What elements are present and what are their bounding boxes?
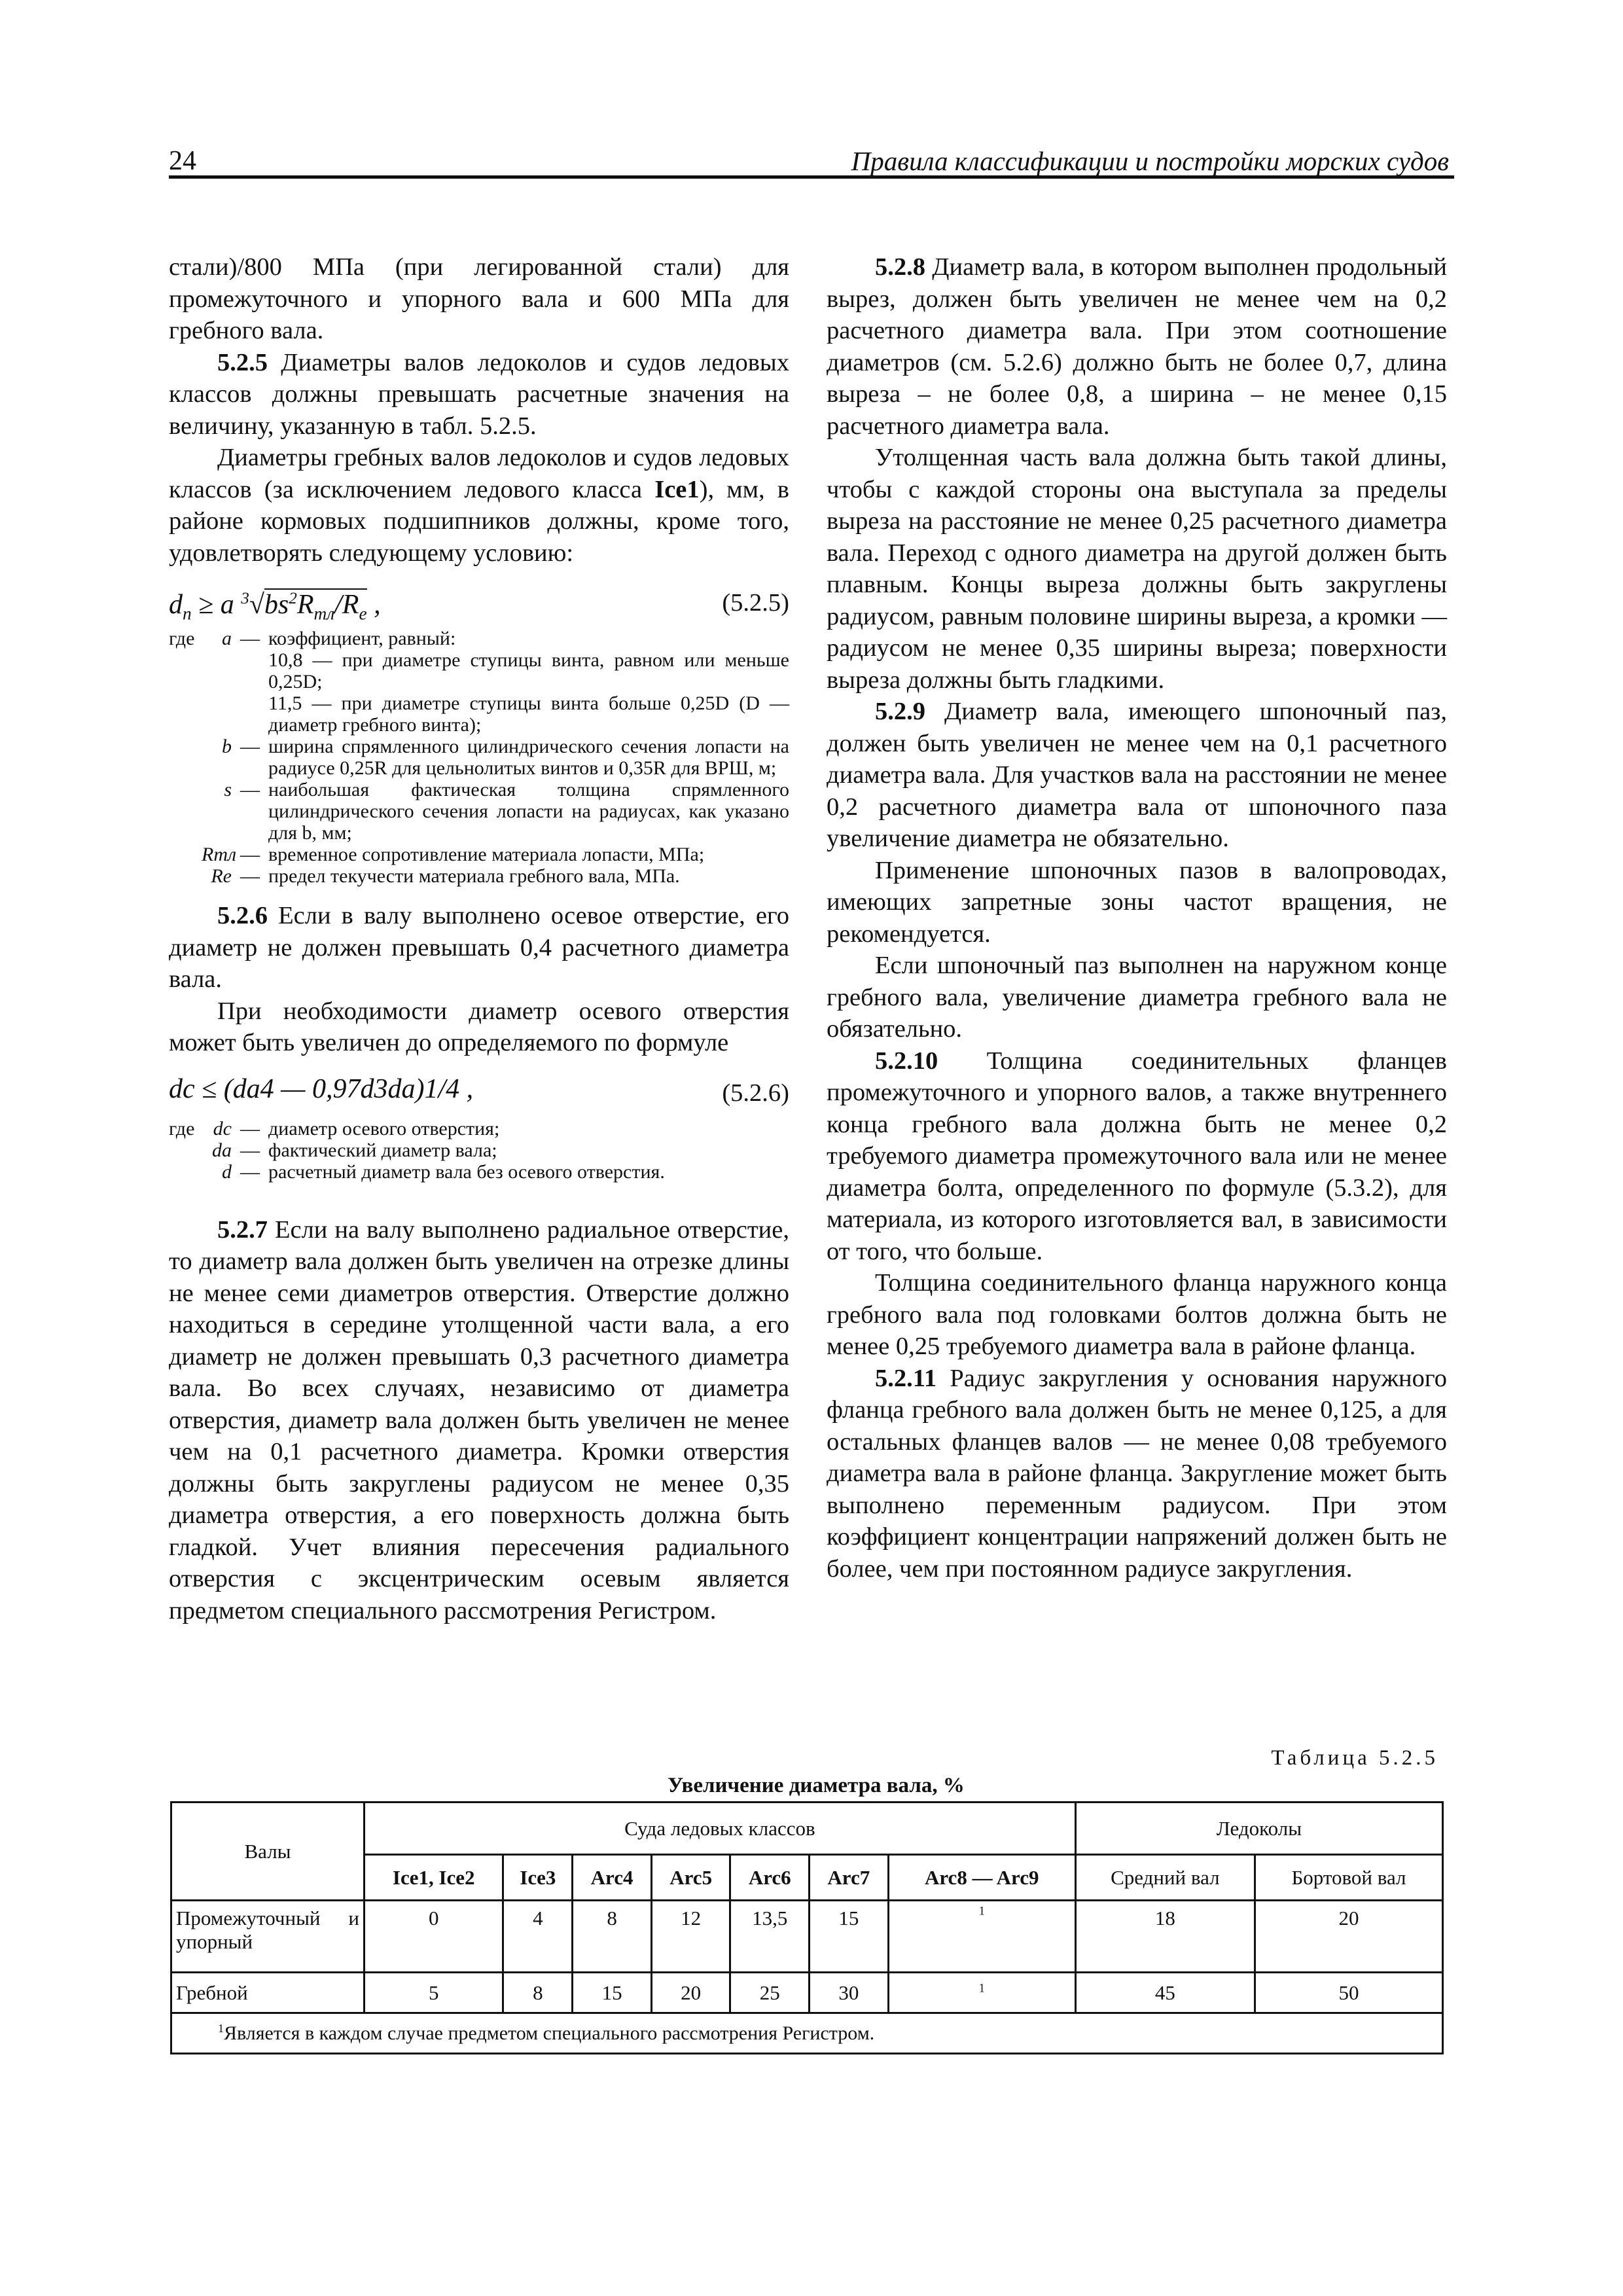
clause-number: 5.2.6 [217,902,268,929]
legend-item [169,692,789,736]
table-caption: Таблица 5.2.5 [1271,1746,1438,1770]
legend-text: фактический диаметр вала; [268,1139,497,1161]
legend-item [169,628,789,649]
legend-dash: — [240,736,260,757]
formula-expression [169,583,381,630]
table-cell: 4 [503,1901,573,1973]
paragraph-text: Толщина соединительных фланцев промежуточного и упорного валов, а также внутреннего конца гребного вала должна быть не менее 0,2 требуемого диаметра промежуточного вала или не менее диаметра болта, определенного по формуле (5.3.2), для материала, из которого изготовляется вал, в зависимости от того, что больше. [827,1047,1447,1265]
paragraph-5-2-11 [827,1363,1447,1585]
header-rule [169,175,1454,179]
paragraph-text: Если на валу выполнено радиальное отверстие, то диаметр вала должен быть увеличен на отрезке длины не менее семи диаметров отверстия. Отверстие должно находиться в середине утолщенной части вала, а его диаметр не должен превышать 0,3 расчетного диаметра вала. Во всех случаях, независимо от диаметра отверстия, диаметр вала должен быть увеличен не менее чем на 0,1 расчетного диаметра. Кромки отверстия должны быть закруглены радиусом не менее 0,35 диаметра отверстия, а его поверхность должна быть гладкой. Учет влияния пересечения радиального отверстия с эксцентрическим осевым является предметом специального рассмотрения Регистром. [169,1215,789,1624]
paragraph: Если шпоночный паз выполнен на наружном конце гребного вала, увеличение диаметра гребного вала не обязательно. [827,952,1447,1043]
legend-where: где [169,1117,195,1139]
table-cell: 45 [1075,1973,1255,2013]
paragraph: стали)/800 МПа (при легированной стали) для промежуточного и упорного вала и 600 МПа для гребного вала. [169,253,789,344]
paragraph-5-2-7 [169,1214,789,1627]
formula-number: (5.2.6) [722,1079,789,1107]
footnote-mark: 1 [218,2022,224,2035]
footnote-ref: 1 [978,1904,985,1918]
table-row [171,1973,1443,2013]
table-cell [888,1973,1075,2013]
legend-spacer [169,779,202,844]
legend-dash: — [240,1160,260,1183]
paragraph-5-2-8 [827,251,1447,442]
paragraph-text: ), мм, в районе кормовых подшипников должны, кроме того, удовлетворять следующему условию: [169,475,789,567]
legend-item [169,1139,789,1161]
table-header-row [171,1803,1443,1855]
table-cell: 15 [573,1973,652,2013]
formula-text: R [296,590,314,620]
table-row [171,1901,1443,1973]
formula-expression: dc ≤ (da4 — 0,97d3da)1/4 , [169,1073,474,1104]
formula-5-2-5 [169,575,789,622]
table-footnote-row [171,2013,1443,2054]
legend-dash: — [240,779,260,800]
legend-where: где [169,628,195,649]
header-icebreakers: Ледоколы [1075,1803,1442,1855]
formula-text: тл [313,603,335,624]
table-cell: 18 [1075,1901,1255,1973]
table-cell: 8 [503,1973,573,2013]
table-footnote [171,2013,1443,2054]
right-column [827,251,1447,1585]
legend-symbol: a [222,628,232,649]
clause-number: 5.2.5 [217,348,268,376]
clause-number: 5.2.7 [217,1215,268,1244]
page-number: 24 [169,146,196,176]
legend-item [169,736,789,779]
legend-spacer [169,865,202,887]
formula-text: d [169,590,183,620]
footnote-ref: 1 [978,1981,985,1996]
table-cell: 20 [651,1973,730,2013]
paragraph-text: Диаметры валов ледоколов и судов ледовых классов должны превышать расчетные значения на величину, указанную в табл. 5.2.5. [169,348,789,440]
table-cell: 20 [1255,1901,1442,1973]
table-cell [888,1901,1075,1973]
row-label: Промежуточный и упорный [171,1901,365,1973]
col-header: Бортовой вал [1255,1855,1442,1901]
legend-text: ширина спрямленного цилиндрического сечения лопасти на радиусе 0,25R для цельнолитых винтов и 0,35R для ВРШ, м; [268,736,789,779]
footnote-text: Является в каждом случае предметом специального рассмотрения Регистром. [224,2022,875,2044]
running-title: Правила классификации и постройки морских судов [851,146,1449,176]
formula-text: e [359,603,367,624]
radicand [264,588,367,624]
table-cell: 50 [1255,1973,1442,2013]
formula-legend [169,628,789,887]
formula-text: 2 [289,590,297,607]
radical-sign: √ [249,590,264,620]
paragraph-text: Радиус закругления у основания наружного фланца гребного вала должен быть не менее 0,125, а для остальных фланцев валов — не менее 0,08 требуемого диаметра вала в районе фланца. Закругление может быть выполнено переменным радиусом. При этом коэффициент концентрации напряжений должен быть не более, чем при постоянном радиусе закругления. [827,1364,1447,1583]
formula-text: п [183,603,192,624]
legend-item [169,865,789,887]
legend-symbol: da [212,1139,232,1161]
legend-spacer [169,844,202,865]
row-label: Гребной [171,1973,365,2013]
legend-spacer [169,736,202,779]
legend-dash: — [240,844,260,865]
col-header: Ice3 [503,1855,573,1901]
col-header: Arc4 [573,1855,652,1901]
shaft-increase-table [170,1801,1444,2054]
legend-spacer [169,1139,202,1161]
legend-text: коэффициент, равный: [268,628,456,649]
legend-text: расчетный диаметр вала без осевого отверстия. [268,1160,665,1183]
root-index: 3 [241,590,249,607]
table-title: Увеличение диаметра вала, % [668,1774,965,1797]
paragraph-5-2-6 [169,900,789,996]
legend-text: предел текучести материала гребного вала, МПа. [268,865,680,887]
col-header: Средний вал [1075,1855,1255,1901]
formula-text: ≥ a [191,590,241,620]
table-cell: 0 [365,1901,503,1973]
spacer [169,1183,789,1214]
legend-text: 10,8 — при диаметре ступицы винта, равном или меньше 0,25D; [268,649,789,692]
table-cell: 5 [365,1973,503,2013]
header-ice-classes: Суда ледовых классов [365,1803,1076,1855]
legend-symbol: Rтл [202,844,237,865]
col-header: Arc5 [651,1855,730,1901]
legend-text: 11,5 — при диаметре ступицы винта больше 0,25D (D — диаметр гребного винта); [268,692,789,736]
paragraph-text: Если в валу выполнено осевое отверстие, его диаметр не должен превышать 0,4 расчетного диаметра вала. [169,902,789,993]
formula-legend [169,1118,789,1183]
legend-dash: — [240,1139,260,1161]
col-header: Arc7 [810,1855,889,1901]
formula-number: (5.2.5) [722,589,789,617]
clause-number: 5.2.10 [875,1047,938,1075]
clause-number: 5.2.9 [875,698,925,725]
legend-text: диаметр осевого отверстия; [268,1117,500,1139]
paragraph: Толщина соединительного фланца наружного конца гребного вала под головками болтов должна быть не менее 0,25 требуемого диаметра вала в районе фланца. [827,1269,1447,1360]
paragraph-5-2-5 [169,347,789,442]
formula-text: , [366,590,381,620]
spacer [169,887,789,900]
table-cell: 30 [810,1973,889,2013]
col-header: Ice1, Ice2 [365,1855,503,1901]
formula-text: bs [264,590,289,620]
formula-text: /R [334,590,359,620]
header-shafts: Валы [171,1803,365,1901]
col-header: Arc8 — Arc9 [888,1855,1075,1901]
legend-spacer [169,1161,202,1183]
clause-number: 5.2.11 [875,1364,937,1392]
paragraph-text: Диаметры гребных валов ледоколов и судов ледовых классов (за исключением ледового класса [169,444,789,503]
paragraph-5-2-9 [827,696,1447,855]
legend-item [169,1118,789,1139]
col-header: Arc6 [730,1855,810,1901]
legend-item [169,649,789,692]
legend-symbol: s [224,779,232,800]
legend-dash: — [240,628,260,649]
legend-symbol: d [222,1160,232,1183]
ice-class-label: Ice1 [654,475,700,503]
legend-item [169,844,789,865]
legend-symbol: Re [211,865,232,887]
paragraph-text: Диаметр вала, имеющего шпоночный паз, должен быть увеличен не менее чем на 0,1 расчетного диаметра вала. Для участков вала на расстоянии не менее 0,2 расчетного диаметра вала от шпоночного паза увеличение диаметра не обязательно. [827,698,1447,852]
legend-symbol: dc [213,1117,232,1139]
legend-dash: — [240,1117,260,1139]
table-cell: 15 [810,1901,889,1973]
legend-text: наибольшая фактическая толщина спрямленного цилиндрического сечения лопасти на радиусах, как указано для b, мм; [268,779,789,844]
paragraph: Применение шпоночных пазов в валопроводах, имеющих запретные зоны частот вращения, не рекомендуется. [827,856,1447,948]
paragraph: При необходимости диаметр осевого отверстия может быть увеличен до определяемого по формуле [169,997,789,1056]
legend-item [169,1161,789,1183]
paragraph-5-2-10 [827,1045,1447,1268]
legend-symbol: b [222,736,232,757]
legend-dash: — [240,865,260,887]
legend-item [169,779,789,844]
paragraph-text: Диаметр вала, в котором выполнен продольный вырез, должен быть увеличен не менее чем на 0,2 расчетного диаметра вала. При этом соотношение диаметров (см. 5.2.6) должно быть не более 0,7, длина выреза – не более 0,8, а ширина – не менее 0,15 расчетного диаметра вала. [827,253,1447,440]
clause-number: 5.2.8 [875,253,925,281]
formula-5-2-6 [169,1066,789,1113]
left-column [169,251,789,1626]
legend-text: временное сопротивление материала лопасти, МПа; [268,844,705,865]
table-cell: 8 [573,1901,652,1973]
table-cell: 25 [730,1973,810,2013]
paragraph: Утолщенная часть вала должна быть такой длины, чтобы с каждой стороны она выступала за пределы выреза на расстояние не менее 0,25 расчетного диаметра вала. Переход с одного диаметра на другой должен быть плавным. Концы выреза должны быть закруглены радиусом, равным половине ширины выреза, а кромки — радиусом не менее 0,35 ширины выреза; поверхности выреза должны быть гладкими. [827,444,1447,694]
table-cell: 13,5 [730,1901,810,1973]
paragraph [169,442,789,569]
table-cell: 12 [651,1901,730,1973]
